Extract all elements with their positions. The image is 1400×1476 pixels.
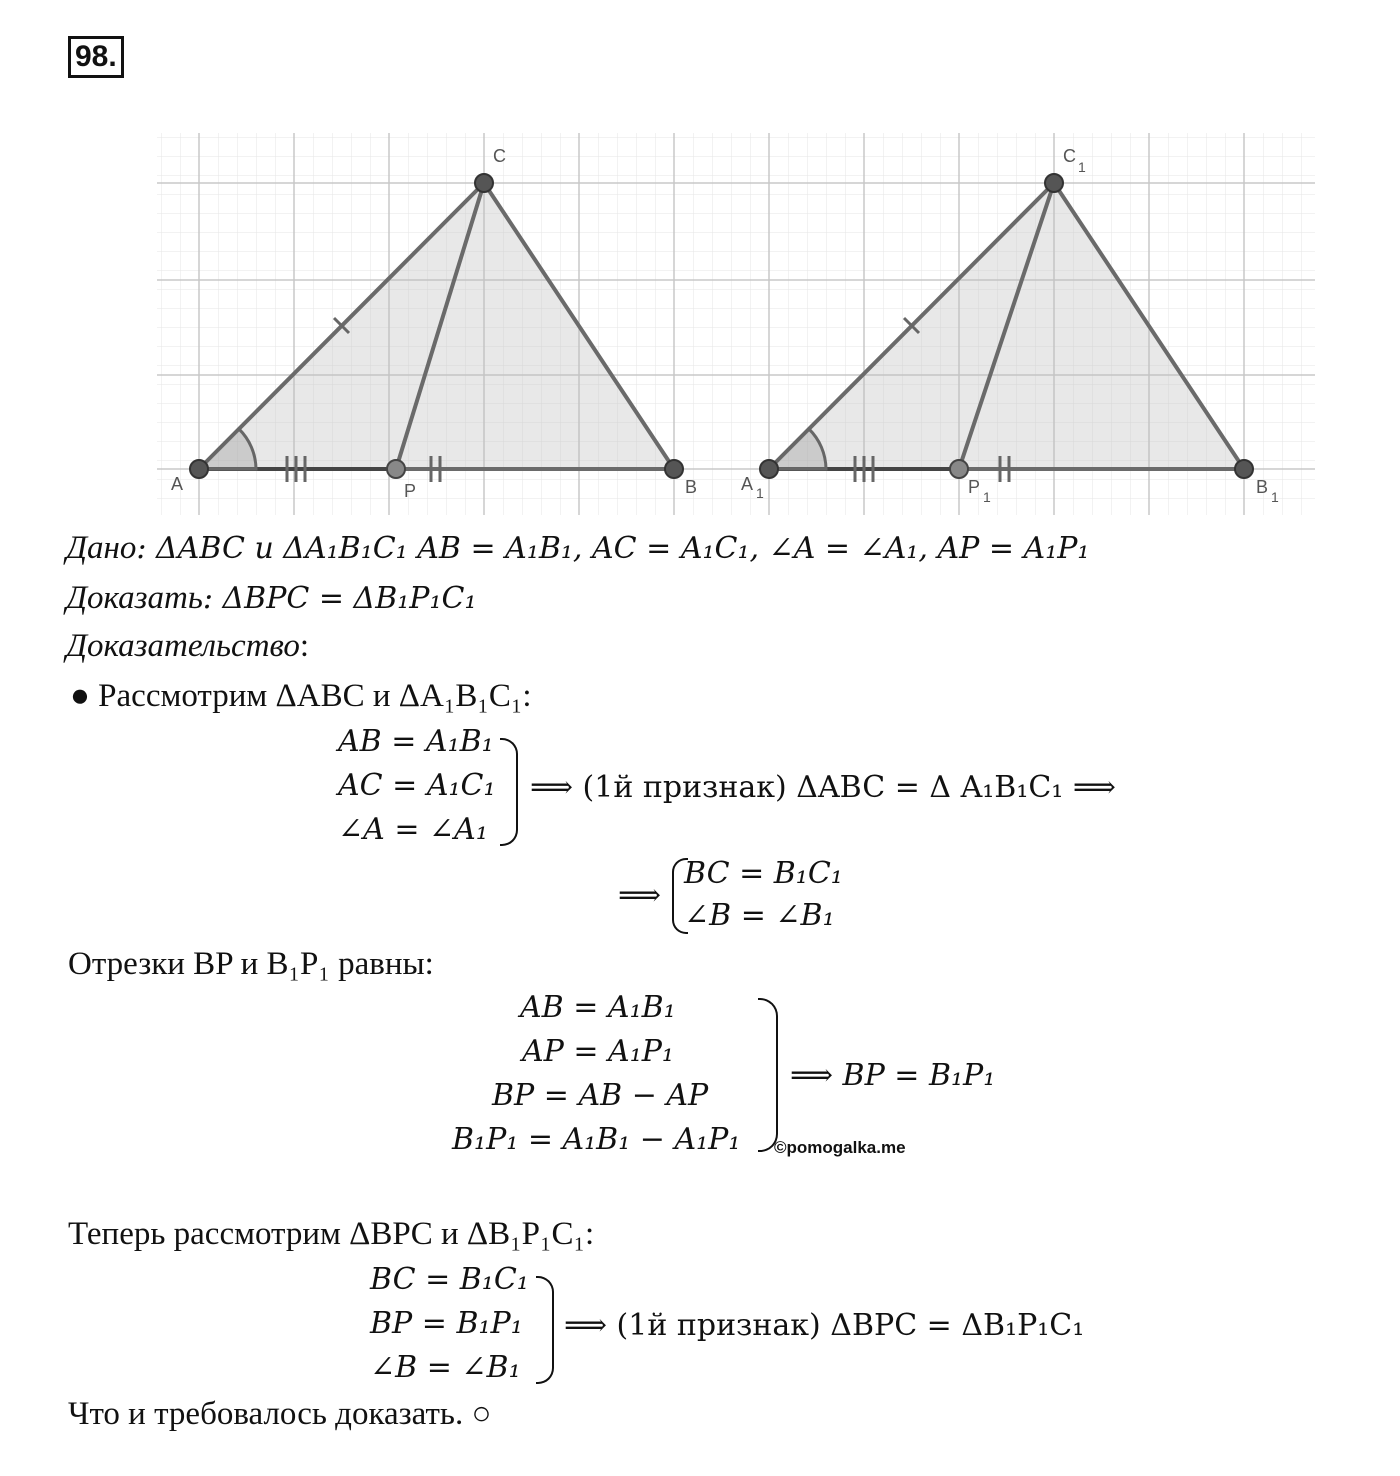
label-b: B <box>685 477 698 497</box>
prove-text: : ΔBPC = ΔB₁P₁C₁ <box>202 581 477 616</box>
label-a1: A <box>741 474 754 494</box>
label-c1-sub: 1 <box>1078 159 1086 175</box>
label-p1: P <box>968 477 981 497</box>
step3-condition-3: ∠B = ∠B₁ <box>370 1350 521 1385</box>
point-b <box>665 460 683 478</box>
step3-conclusion: ⟹ (1й признак) ΔBPC = ΔB₁P₁C₁ <box>564 1308 1085 1343</box>
step1-intro: ● Рассмотрим ΔABC и ΔA₁B₁C₁: <box>70 678 532 714</box>
ending-line: Что и требовалось доказать. ○ <box>68 1396 492 1432</box>
given-text: : ΔABC и ΔA₁B₁C₁ AB = A₁B₁, AC = A₁C₁, ∠A = ∠A₁, AP = A₁P₁ <box>136 531 1090 566</box>
step1-condition-2: AC = A₁C₁ <box>338 768 496 803</box>
proof-label: Доказательство <box>66 628 300 664</box>
label-p: P <box>404 481 417 501</box>
problem-number: 98. <box>68 36 124 78</box>
step3-condition-2: BP = B₁P₁ <box>370 1306 523 1341</box>
point-c1 <box>1045 174 1063 192</box>
step2-condition-4: B₁P₁ = A₁B₁ − A₁P₁ <box>452 1122 741 1157</box>
step1-result-2: ∠B = ∠B₁ <box>684 898 835 933</box>
given-line <box>66 530 1089 567</box>
step1-conclusion: ⟹ (1й признак) ΔABC = Δ A₁B₁C₁ ⟹ <box>530 770 1116 805</box>
step1-condition-1: AB = A₁B₁ <box>338 724 494 759</box>
triangles-figure <box>0 0 1400 520</box>
step3-intro: Теперь рассмотрим ΔBPC и ΔB₁P₁C₁: <box>68 1216 595 1252</box>
label-a1-sub: 1 <box>756 485 764 501</box>
point-p <box>387 460 405 478</box>
label-b1-sub: 1 <box>1271 489 1279 505</box>
proof-line <box>66 628 309 665</box>
step3-brace <box>536 1276 554 1384</box>
point-c <box>475 174 493 192</box>
step2-intro: Отрезки BP и B₁P₁ равны: <box>68 946 434 982</box>
step3-condition-1: BC = B₁C₁ <box>370 1262 529 1297</box>
step1-result-arrow: ⟹ <box>618 878 662 913</box>
point-p1 <box>950 460 968 478</box>
step1-brace <box>500 738 518 846</box>
watermark: ©pomogalka.me <box>774 1138 906 1157</box>
point-b1 <box>1235 460 1253 478</box>
prove-line <box>66 580 476 617</box>
step2-conclusion: ⟹ BP = B₁P₁ <box>790 1058 996 1093</box>
label-p1-sub: 1 <box>983 489 991 505</box>
point-a1 <box>760 460 778 478</box>
step1-result-1: BC = B₁C₁ <box>684 856 843 891</box>
given-label: Дано <box>66 530 137 566</box>
label-c1: C <box>1063 146 1076 166</box>
point-a <box>190 460 208 478</box>
step2-brace <box>758 998 778 1152</box>
label-a: A <box>171 474 184 494</box>
step2-condition-1: AB = A₁B₁ <box>520 990 676 1025</box>
label-c: C <box>493 146 506 166</box>
proof-colon: : <box>299 628 310 664</box>
prove-label: Доказать <box>66 580 203 616</box>
step2-condition-3: BP = AB − AP <box>492 1078 709 1113</box>
step1-condition-3: ∠A = ∠A₁ <box>338 812 488 847</box>
step2-condition-2: AP = A₁P₁ <box>522 1034 674 1069</box>
label-b1: B <box>1256 477 1269 497</box>
